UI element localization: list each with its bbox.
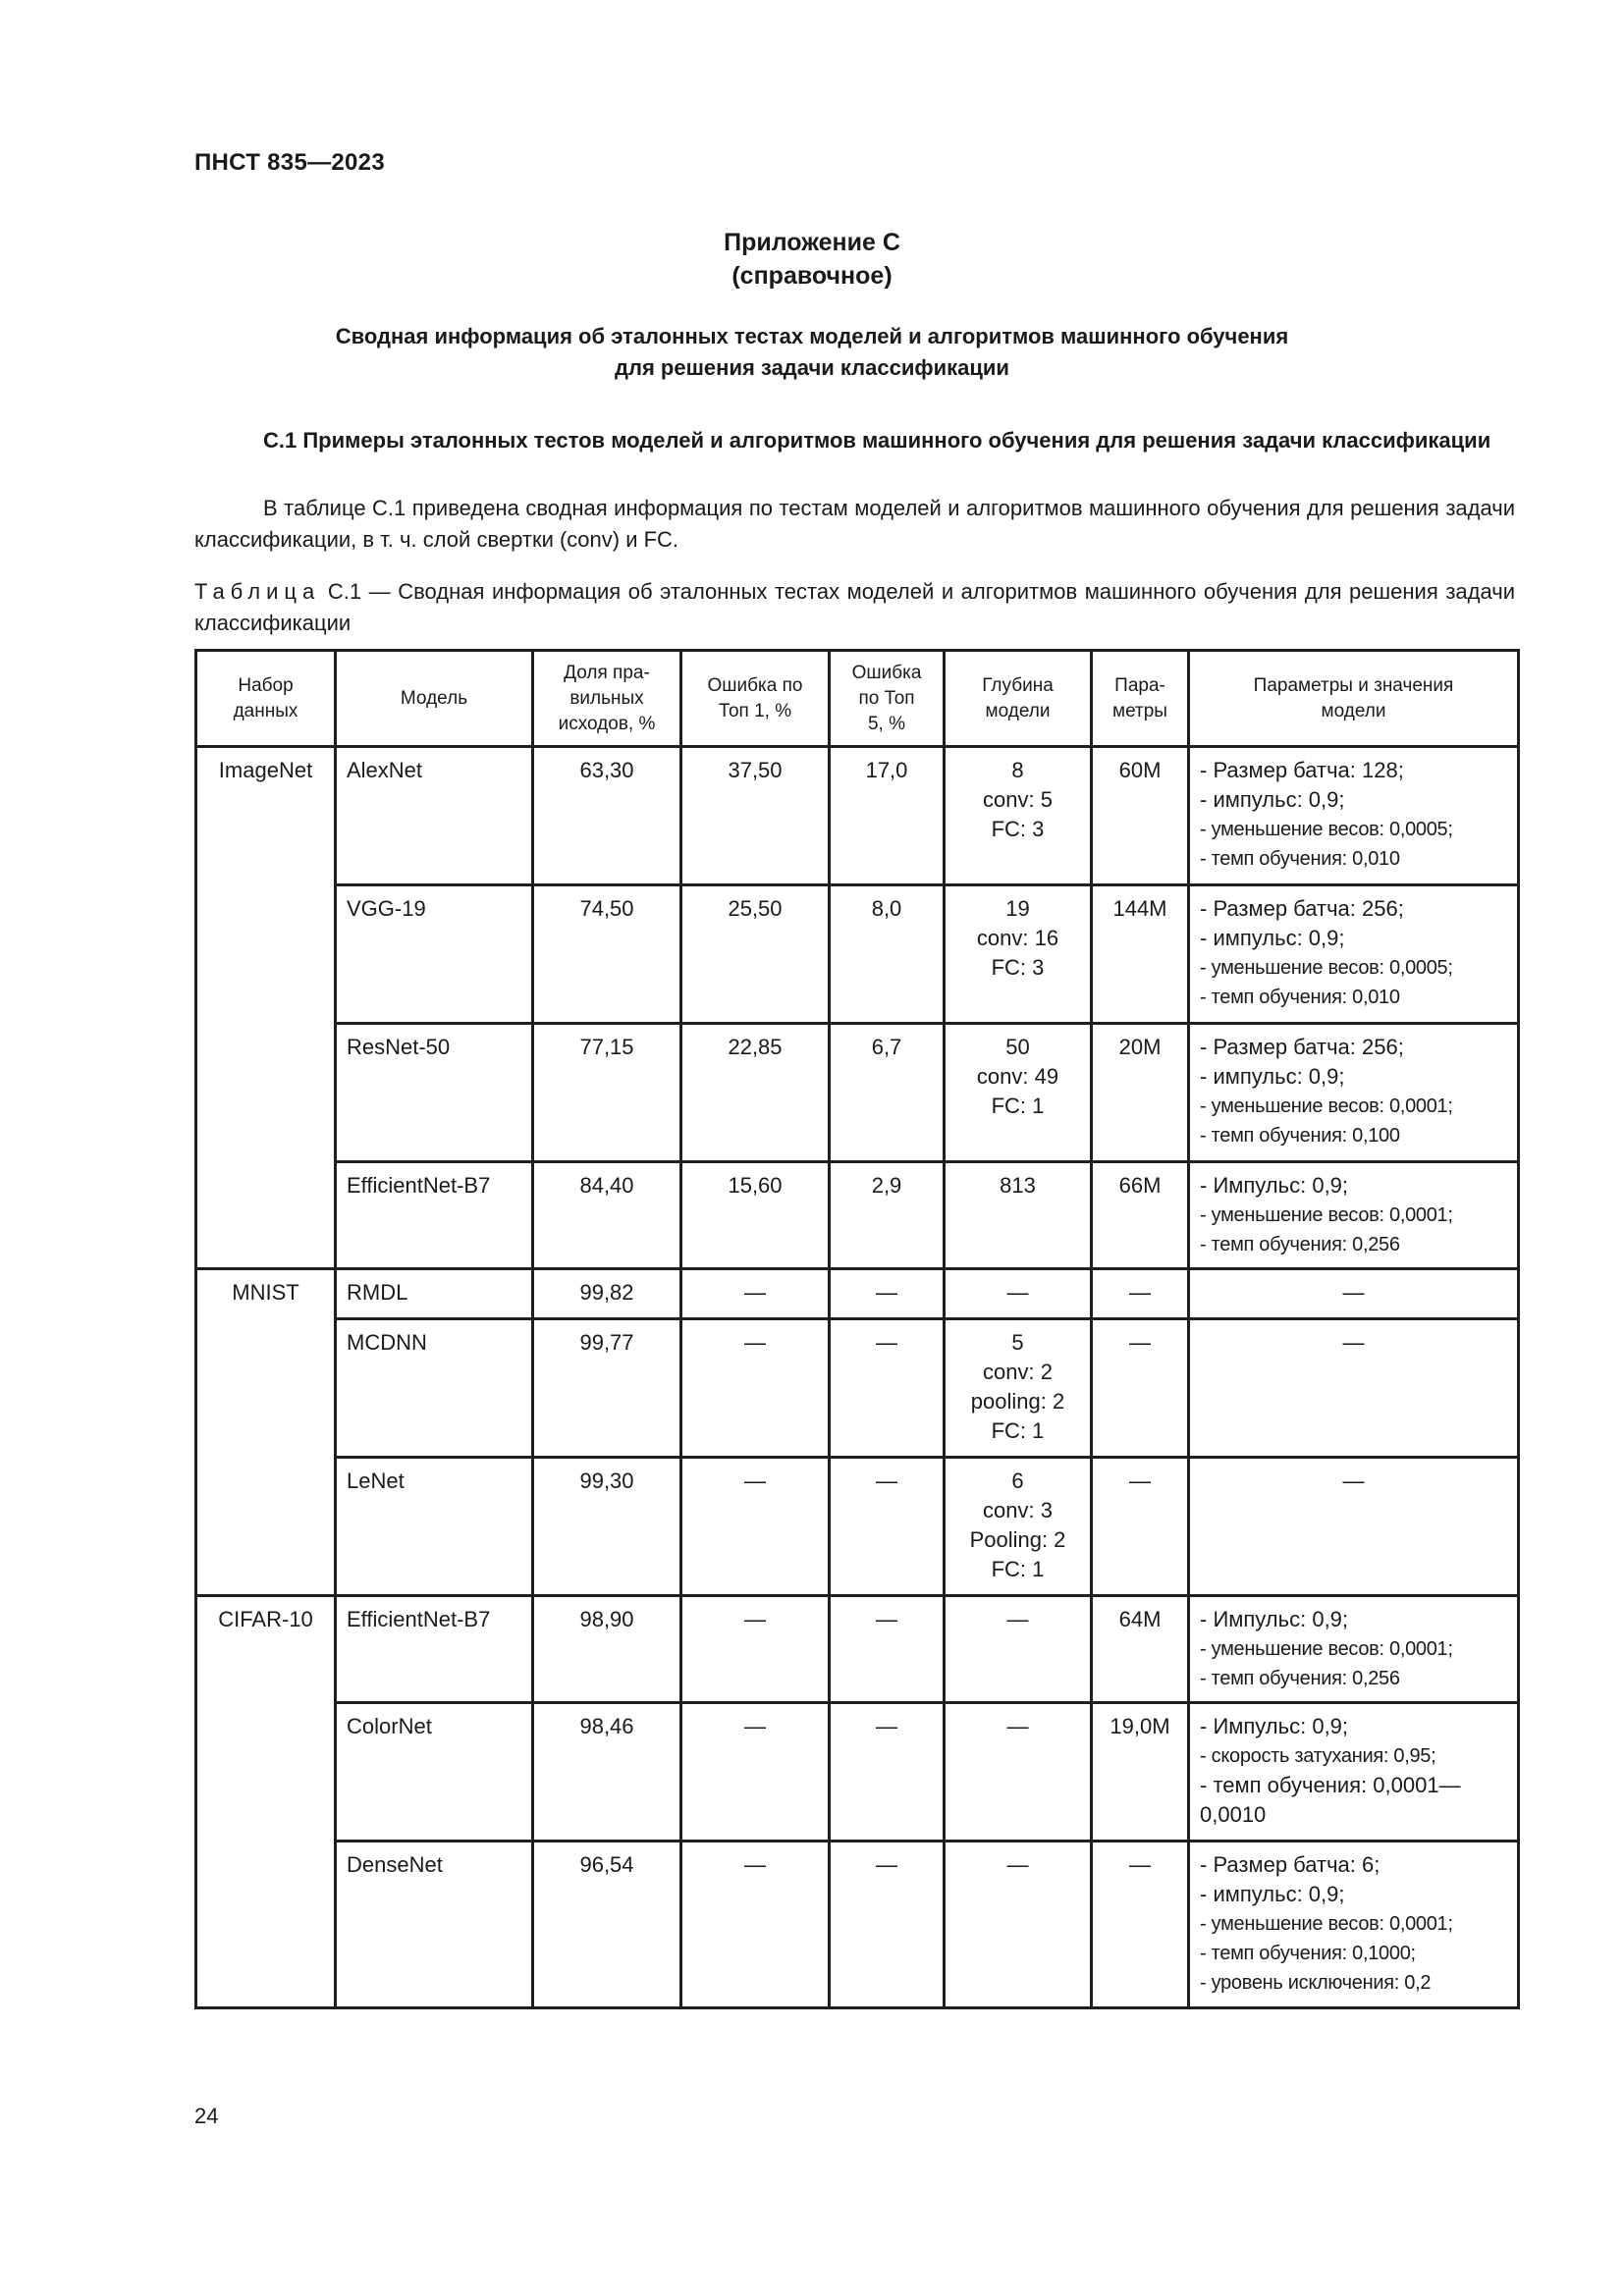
model-parameter-line: —	[1342, 1280, 1365, 1305]
model-parameter-line: - импульс: 0,9;	[1200, 926, 1345, 950]
model-parameter-line: - уменьшение весов: 0,0001;	[1200, 1095, 1453, 1117]
depth-line: conv: 5	[983, 787, 1053, 812]
table-row	[196, 1458, 1519, 1596]
table-header-cell	[681, 651, 830, 747]
model-parameter-line: —	[1342, 1330, 1365, 1355]
accuracy-cell: 74,50	[533, 885, 681, 1024]
model-parameter-line: - темп обучения: 0,1000;	[1200, 1943, 1416, 1964]
model-parameter-line: - уменьшение весов: 0,0001;	[1200, 1913, 1453, 1935]
depth-line: 8	[1011, 758, 1024, 782]
model-parameter-line: —	[1342, 1468, 1365, 1493]
table-header-line: исходов, %	[558, 713, 656, 734]
top1-error-cell: —	[681, 1319, 830, 1458]
top1-error-cell: 22,85	[681, 1024, 830, 1162]
depth-line: 813	[1000, 1173, 1036, 1198]
table-header-line: Топ 1, %	[718, 700, 792, 721]
table-header-line: Параметры и значения	[1253, 674, 1454, 696]
accuracy-cell: 99,77	[533, 1319, 681, 1458]
table-header-line: Пара-	[1114, 674, 1165, 696]
model-parameter-line: - импульс: 0,9;	[1200, 1882, 1345, 1906]
model-parameter-line: - Импульс: 0,9;	[1200, 1714, 1349, 1738]
model-parameters-cell	[1189, 747, 1519, 885]
model-cell: AlexNet	[336, 747, 533, 885]
model-parameter-line: - уменьшение весов: 0,0001;	[1200, 1638, 1453, 1660]
table-caption-text: С.1 — Сводная информация об эталонных тестах моделей и алгоритмов машинного обучения для решения задачи классификации	[194, 579, 1515, 635]
depth-line: pooling: 2	[970, 1389, 1065, 1414]
params-count-cell: 60M	[1092, 747, 1189, 885]
depth-line: —	[1006, 1714, 1029, 1738]
depth-line: FC: 1	[991, 1557, 1045, 1581]
table-row	[196, 747, 1519, 885]
depth-cell	[945, 1703, 1092, 1842]
dataset-cell: MNIST	[196, 1269, 336, 1596]
model-cell: VGG-19	[336, 885, 533, 1024]
model-parameters-cell	[1189, 1703, 1519, 1842]
benchmark-table	[194, 649, 1520, 2009]
top1-error-cell: —	[681, 1269, 830, 1319]
depth-line: Pooling: 2	[969, 1527, 1066, 1552]
top5-error-cell: 8,0	[830, 885, 945, 1024]
depth-cell	[945, 1842, 1092, 2008]
model-parameter-line: - Импульс: 0,9;	[1200, 1173, 1349, 1198]
depth-line: FC: 3	[991, 817, 1045, 841]
model-cell: MCDNN	[336, 1319, 533, 1458]
top1-error-cell: 37,50	[681, 747, 830, 885]
model-parameters-cell	[1189, 1842, 1519, 2008]
table-header-line: Набор	[238, 674, 294, 696]
accuracy-cell: 99,30	[533, 1458, 681, 1596]
table-header-line: модели	[985, 700, 1051, 721]
depth-cell	[945, 885, 1092, 1024]
table-header-cell	[1189, 651, 1519, 747]
depth-line: FC: 3	[991, 955, 1045, 980]
table-header-cell	[830, 651, 945, 747]
depth-line: 50	[1005, 1035, 1030, 1059]
top5-error-cell: 2,9	[830, 1162, 945, 1269]
depth-cell	[945, 1269, 1092, 1319]
depth-line: 19	[1005, 896, 1030, 921]
table-row	[196, 885, 1519, 1024]
table-header-line: вильных	[569, 687, 644, 709]
table-header-cell	[945, 651, 1092, 747]
model-parameters-cell	[1189, 1162, 1519, 1269]
depth-cell	[945, 747, 1092, 885]
params-count-cell: —	[1092, 1458, 1189, 1596]
model-parameter-line: - Размер батча: 256;	[1200, 896, 1404, 921]
annex-heading-line-1: Сводная информация об эталонных тестах моделей и алгоритмов машинного обучения	[335, 324, 1289, 348]
model-cell: EfficientNet-B7	[336, 1162, 533, 1269]
accuracy-cell: 98,90	[533, 1596, 681, 1703]
top5-error-cell: —	[830, 1596, 945, 1703]
top5-error-cell: —	[830, 1269, 945, 1319]
table-header-line: Ошибка по	[707, 674, 803, 696]
depth-line: —	[1006, 1852, 1029, 1877]
table-row	[196, 1842, 1519, 2008]
depth-line: FC: 1	[991, 1094, 1045, 1118]
model-cell: DenseNet	[336, 1842, 533, 2008]
table-header-line: Модель	[400, 687, 468, 709]
params-count-cell: 64M	[1092, 1596, 1189, 1703]
model-parameter-line: - Размер батча: 6;	[1200, 1852, 1380, 1877]
model-parameter-line: - Размер батча: 128;	[1200, 758, 1404, 782]
table-row	[196, 1269, 1519, 1319]
model-parameter-line: - уменьшение весов: 0,0001;	[1200, 1204, 1453, 1226]
depth-line: conv: 16	[976, 926, 1059, 950]
top5-error-cell: —	[830, 1842, 945, 2008]
table-row	[196, 1162, 1519, 1269]
model-parameter-line: - темп обучения: 0,0001—0,0010	[1200, 1773, 1461, 1827]
model-parameters-cell	[1189, 1024, 1519, 1162]
model-parameters-cell	[1189, 1458, 1519, 1596]
model-cell: ResNet-50	[336, 1024, 533, 1162]
model-parameter-line: - уровень исключения: 0,2	[1200, 1972, 1432, 1994]
model-parameter-line: - темп обучения: 0,010	[1200, 987, 1400, 1008]
model-parameters-cell	[1189, 1596, 1519, 1703]
accuracy-cell: 63,30	[533, 747, 681, 885]
top1-error-cell: —	[681, 1458, 830, 1596]
table-header-line: Доля пра-	[564, 662, 650, 683]
document-code: ПНСТ 835—2023	[194, 149, 385, 176]
depth-line: 6	[1011, 1468, 1024, 1493]
accuracy-cell: 98,46	[533, 1703, 681, 1842]
depth-cell	[945, 1458, 1092, 1596]
table-body	[196, 747, 1519, 2008]
top5-error-cell: —	[830, 1458, 945, 1596]
model-parameters-cell	[1189, 1319, 1519, 1458]
table-header-cell	[336, 651, 533, 747]
table-header-line: 5, %	[867, 713, 906, 734]
table-row	[196, 1596, 1519, 1703]
depth-line: 5	[1011, 1330, 1024, 1355]
model-parameter-line: - уменьшение весов: 0,0005;	[1200, 957, 1453, 979]
model-cell: RMDL	[336, 1269, 533, 1319]
table-caption	[194, 576, 1515, 639]
model-cell: ColorNet	[336, 1703, 533, 1842]
params-count-cell: 66M	[1092, 1162, 1189, 1269]
table-caption-label: Таблица	[194, 579, 321, 604]
depth-cell	[945, 1319, 1092, 1458]
model-parameter-line: - темп обучения: 0,010	[1200, 848, 1400, 870]
table-header-cell	[196, 651, 336, 747]
table-header-cell	[533, 651, 681, 747]
model-parameter-line: - Импульс: 0,9;	[1200, 1607, 1349, 1631]
params-count-cell: 20M	[1092, 1024, 1189, 1162]
table-header-row	[196, 651, 1519, 747]
model-cell: EfficientNet-B7	[336, 1596, 533, 1703]
top1-error-cell: —	[681, 1596, 830, 1703]
model-parameter-line: - импульс: 0,9;	[1200, 787, 1345, 812]
model-cell: LeNet	[336, 1458, 533, 1596]
accuracy-cell: 96,54	[533, 1842, 681, 2008]
model-parameter-line: - темп обучения: 0,100	[1200, 1125, 1400, 1147]
top5-error-cell: 6,7	[830, 1024, 945, 1162]
top1-error-cell: 15,60	[681, 1162, 830, 1269]
depth-cell	[945, 1596, 1092, 1703]
depth-line: conv: 3	[983, 1498, 1053, 1522]
params-count-cell: —	[1092, 1842, 1189, 2008]
model-parameter-line: - Размер батча: 256;	[1200, 1035, 1404, 1059]
table-header-line: Глубина	[982, 674, 1054, 696]
model-parameters-cell	[1189, 1269, 1519, 1319]
annex-heading-line-2: для решения задачи классификации	[615, 355, 1009, 380]
dataset-cell: CIFAR-10	[196, 1596, 336, 2008]
annex-heading	[0, 321, 1624, 384]
params-count-cell: —	[1092, 1269, 1189, 1319]
model-parameters-cell	[1189, 885, 1519, 1024]
params-count-cell: 144M	[1092, 885, 1189, 1024]
top1-error-cell: —	[681, 1842, 830, 2008]
top1-error-cell: —	[681, 1703, 830, 1842]
model-parameter-line: - темп обучения: 0,256	[1200, 1234, 1400, 1255]
depth-line: conv: 2	[983, 1360, 1053, 1384]
table-header-line: метры	[1112, 700, 1167, 721]
model-parameter-line: - импульс: 0,9;	[1200, 1064, 1345, 1089]
table-header-line: Ошибка	[851, 662, 922, 683]
top5-error-cell: 17,0	[830, 747, 945, 885]
table-header-line: данных	[233, 700, 298, 721]
top5-error-cell: —	[830, 1703, 945, 1842]
table-header-cell	[1092, 651, 1189, 747]
section-title: С.1 Примеры эталонных тестов моделей и алгоритмов машинного обучения для решения задачи классификации	[263, 428, 1491, 453]
table-header-line: модели	[1321, 700, 1386, 721]
table-header-line: по Топ	[858, 687, 915, 709]
params-count-cell: —	[1092, 1319, 1189, 1458]
depth-line: —	[1006, 1280, 1029, 1305]
annex-subtitle-line: (справочное)	[731, 262, 893, 290]
dataset-cell: ImageNet	[196, 747, 336, 1269]
depth-cell	[945, 1162, 1092, 1269]
model-parameter-line: - скорость затухания: 0,95;	[1200, 1745, 1436, 1767]
table-row	[196, 1319, 1519, 1458]
accuracy-cell: 84,40	[533, 1162, 681, 1269]
annex-title	[0, 226, 1624, 293]
top1-error-cell: 25,50	[681, 885, 830, 1024]
model-parameter-line: - темп обучения: 0,256	[1200, 1668, 1400, 1689]
table-row	[196, 1703, 1519, 1842]
page-number: 24	[194, 2104, 219, 2128]
accuracy-cell: 77,15	[533, 1024, 681, 1162]
top5-error-cell: —	[830, 1319, 945, 1458]
table-row	[196, 1024, 1519, 1162]
depth-cell	[945, 1024, 1092, 1162]
depth-line: —	[1006, 1607, 1029, 1631]
annex-title-line: Приложение С	[724, 229, 900, 256]
depth-line: FC: 1	[991, 1418, 1045, 1443]
depth-line: conv: 49	[976, 1064, 1059, 1089]
intro-paragraph: В таблице С.1 приведена сводная информация по тестам моделей и алгоритмов машинного обучения для решения задачи классификации, в т. ч. слой свертки (conv) и FC.	[194, 496, 1515, 552]
accuracy-cell: 99,82	[533, 1269, 681, 1319]
model-parameter-line: - уменьшение весов: 0,0005;	[1200, 819, 1453, 840]
params-count-cell: 19,0M	[1092, 1703, 1189, 1842]
